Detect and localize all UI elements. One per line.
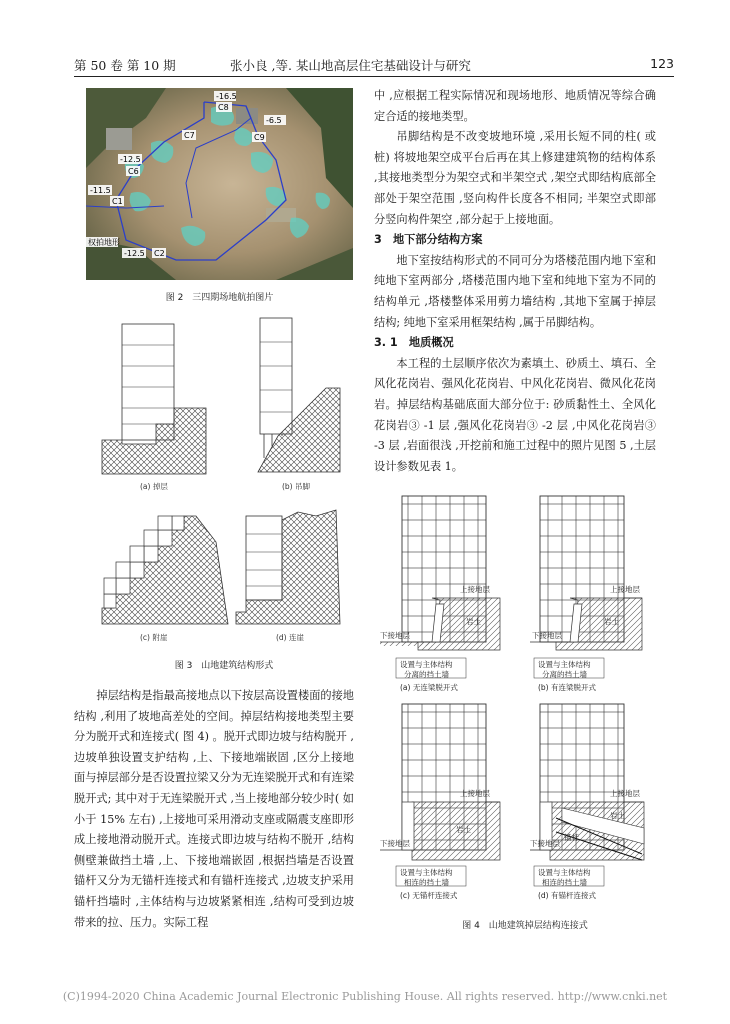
fig2-label: C1: [112, 197, 123, 206]
fig2-label: -6.5: [266, 116, 282, 125]
fig2-label: -11.5: [90, 186, 111, 195]
fig4b-rock-label: 岩土: [604, 617, 619, 626]
fig4b-sub: (b) 有连梁脱开式: [538, 683, 596, 692]
fig2-label: C2: [154, 249, 165, 258]
fig4d-rock-label: 岩土: [610, 811, 625, 820]
fig4a-bottom-label: 下接地层: [380, 631, 410, 640]
fig4-panel-d: [530, 704, 644, 900]
figure2-aerial-photo: [86, 88, 353, 280]
section-3-1-heading: 3. 1 地质概况: [374, 336, 454, 350]
running-header: [74, 56, 674, 76]
right-paragraph-1: 吊脚结构是不改变坡地环境 ,采用长短不同的柱( 或桩) 将坡地架空成平台后再在其上修建建筑物的结构体系 ,其接地类型分为架空式和半架空式 ,架空式即结构底部全部处于架空范围 ,竖向构件长度各不相同; 半架空式即部分竖向构件架空 ,部分起于上接地面。: [374, 130, 656, 226]
fig4a-line2: 分离的挡土墙: [404, 670, 449, 679]
fig4b-line2: 分离的挡土墙: [542, 670, 587, 679]
fig3-sub-d: (d) 连崖: [276, 633, 304, 642]
fig2-label: 权拍地形: [88, 238, 120, 247]
fig3-panel-d: [236, 510, 340, 624]
right-paragraph-2: 地下室按结构形式的不同可分为塔楼范围内地下室和纯地下室两部分 ,塔楼范围内地下室和纯地下室为不同的结构单元 ,塔楼整体采用剪力墙结构 ,其地下室属于掉层结构; 纯地下室采用框架结构 ,属于吊脚结构。: [374, 253, 656, 329]
header-rule: [74, 76, 674, 77]
journal-volume: 第 50 卷 第 10 期: [74, 58, 176, 73]
fig3-sub-b: (b) 吊脚: [282, 482, 310, 491]
fig3-panel-c: [102, 516, 228, 624]
right-column: [374, 86, 656, 477]
fig4c-sub: (c) 无锚杆连接式: [400, 891, 458, 900]
fig3-sub-c: (c) 附崖: [140, 633, 168, 642]
figure4-caption: 图 4 山地建筑掉层结构连接式: [462, 921, 588, 931]
fig2-label: C7: [184, 131, 195, 140]
fig2-label: C6: [128, 167, 139, 176]
fig2-label: -12.5: [124, 249, 145, 258]
fig4d-bottom-label: 下接地层: [530, 839, 560, 848]
fig2-label: -16.5: [216, 92, 237, 101]
fig4a-sub: (a) 无连梁脱开式: [400, 683, 458, 692]
fig4c-line2: 相连的挡土墙: [404, 878, 449, 887]
fig3-sub-a: (a) 掉层: [140, 482, 168, 491]
fig4d-sub: (d) 有锚杆连接式: [538, 891, 596, 900]
section-3-heading: 3 地下部分结构方案: [374, 233, 483, 247]
copyright-footer: (C)1994-2020 China Academic Journal Electronic Publishing House. All rights reserved. http://www.cnki.net: [62, 990, 668, 1003]
fig4c-line1: 设置与主体结构: [400, 868, 453, 877]
fig4d-line2: 相连的挡土墙: [542, 878, 587, 887]
fig4a-line1: 设置与主体结构: [400, 660, 453, 669]
fig4b-top-label: 上接地层: [610, 585, 640, 594]
figure3-caption: 图 3 山地建筑结构形式: [174, 661, 274, 671]
fig3-panel-b: [258, 318, 340, 472]
figure4-diagram: [380, 488, 670, 916]
figure2-caption: 图 2 三四期场地航拍图片: [165, 293, 274, 303]
fig4a-rock-label: 岩土: [466, 617, 481, 626]
fig2-label: C8: [218, 103, 229, 112]
fig4-panel-b: [530, 496, 642, 692]
fig4d-top-label: 上接地层: [610, 789, 640, 798]
right-paragraph-3: 本工程的土层顺序依次为素填土、砂质土、填石、全风化花岗岩、强风化花岗岩、中风化花岗岩、微风化花岗岩。掉层结构基础底面大部分位于: 砂质黏性土、全风化花岗岩③ -1 层 ,强风化花岗岩③ -2 层 ,中风化花岗岩③ -3 层 ,岩面很浅 ,开挖前和施工过程中的照片见图 5 ,土层设计参数见表 1。: [374, 356, 656, 473]
left-column: [74, 686, 354, 933]
right-paragraph-0: 中 ,应根据工程实际情况和现场地形、地质情况等综合确定合适的接地类型。: [374, 89, 656, 123]
fig2-label: C9: [254, 133, 265, 142]
fig4-panel-c: [380, 704, 500, 900]
fig4d-anchor-label: 锚杆: [564, 833, 579, 842]
fig2-label: -12.5: [120, 155, 141, 164]
left-paragraph-1: 掉层结构是指最高接地点以下按层高设置楼面的接地结构 ,利用了坡地高差处的空间。掉层结构接地类型主要分为脱开式和连接式( 图 4) 。脱开式即边坡与结构脱开 ,边坡单独设置支护结构 ,上、下接地端嵌固 ,区分上接地面与掉层部分是否设置拉梁又分为无连梁脱开式和有连梁脱开式; 其中对于无连梁脱开式 ,当上接地部分较少时( 如小于 15% 左右) ,上接地可采用滑动支座或隔震支座即形成上接地滑动脱开式。连接式即边坡与结构不脱开 ,结构侧壁兼做挡土墙 ,上、下接地端嵌固 ,根据挡墙是否设置锚杆又分为无锚杆连接式和有锚杆连接式 ,边坡支护采用锚杆挡墙时 ,主体结构与边坡紧紧相连 ,结构可受到边坡带来的拉、压力。实际工程: [74, 689, 354, 929]
figure3-diagram: [96, 312, 352, 652]
fig4b-bottom-label: 下接地层: [532, 631, 562, 640]
fig4a-top-label: 上接地层: [460, 585, 490, 594]
fig4d-line1: 设置与主体结构: [538, 868, 591, 877]
article-title: 张小良 ,等. 某山地高层住宅基础设计与研究: [230, 58, 471, 73]
fig3-panel-a: [102, 324, 206, 474]
fig4c-bottom-label: 下接地层: [380, 839, 410, 848]
fig4c-top-label: 上接地层: [460, 789, 490, 798]
fig4c-rock-label: 岩土: [456, 825, 471, 834]
page-number: 123: [650, 56, 674, 71]
fig4-panel-a: [380, 496, 500, 692]
fig4b-line1: 设置与主体结构: [538, 660, 591, 669]
